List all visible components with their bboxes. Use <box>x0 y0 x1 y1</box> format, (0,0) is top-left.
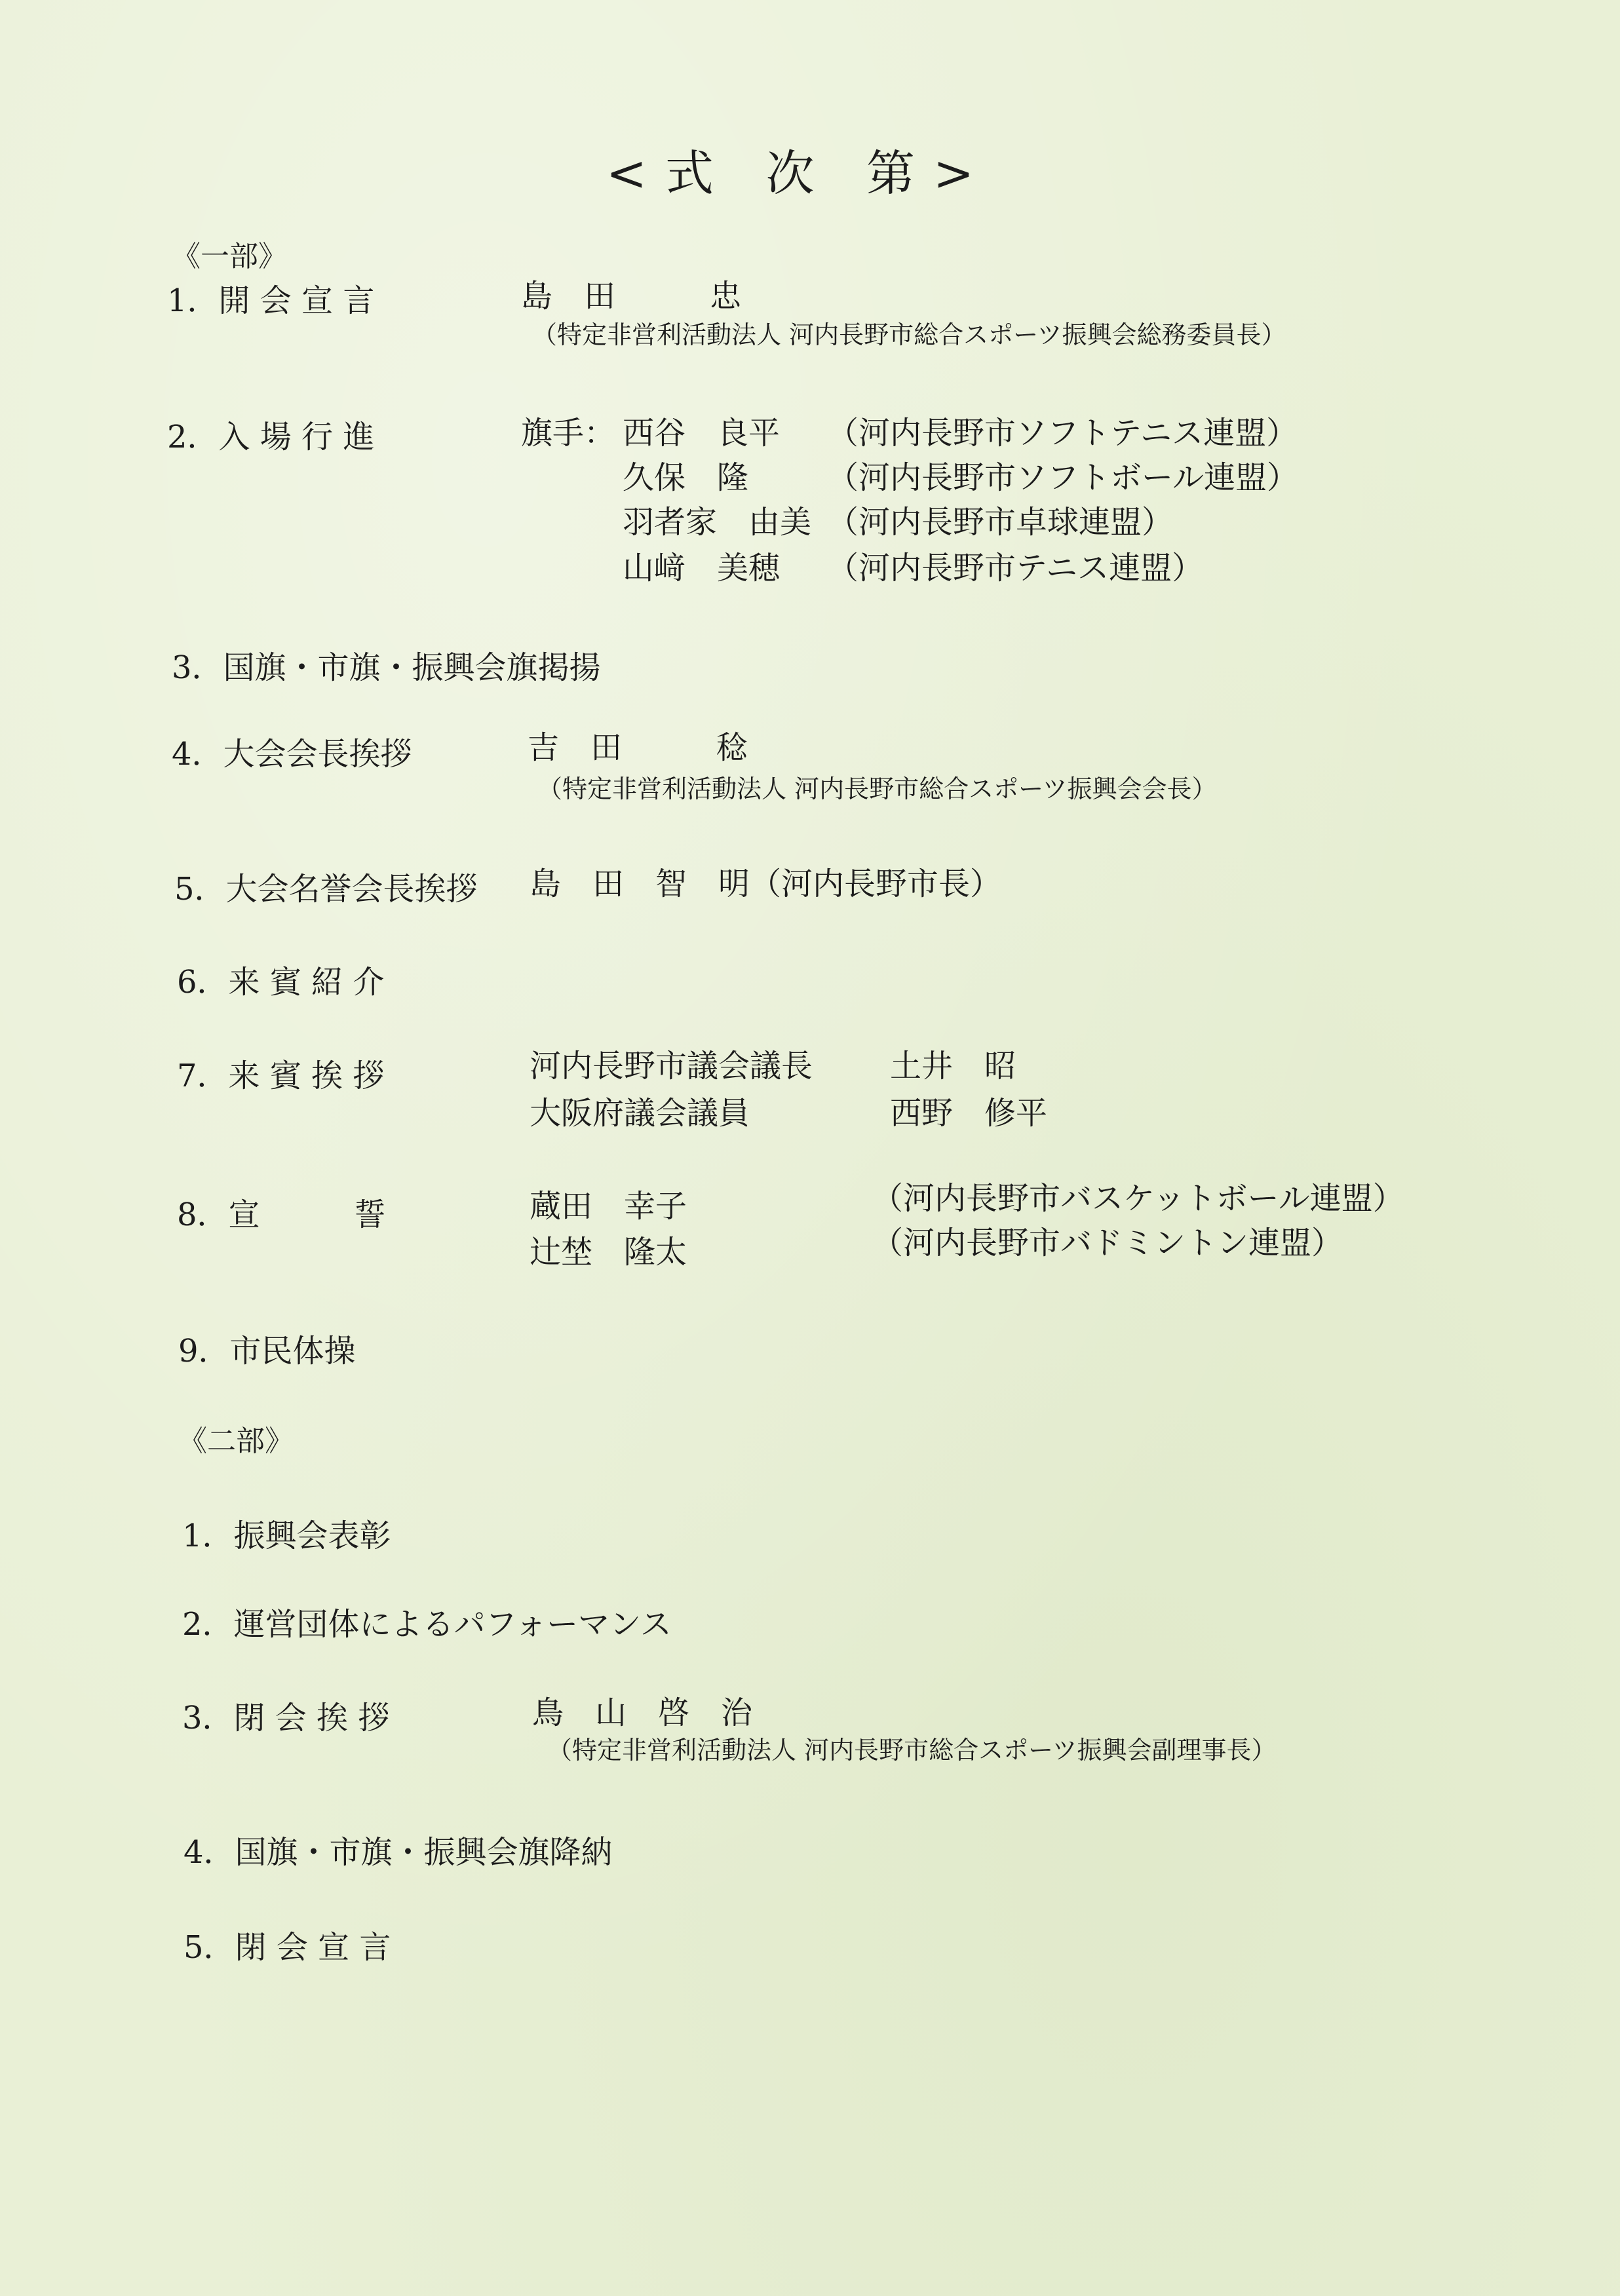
oath-org: （河内長野市バドミントン連盟） <box>872 1225 1343 1261</box>
flag-bearer-org: （河内長野市ソフトボール連盟） <box>827 459 1299 496</box>
flag-bearer-name: 久保 隆 <box>623 459 749 496</box>
flag-bearer-org: （河内長野市卓球連盟） <box>827 504 1174 541</box>
p2-item3-person: 鳥 山 啓 治 <box>532 1694 753 1731</box>
p1-item4-label: 4．大会会長挨拶 <box>172 736 412 773</box>
p2-item5-label: 5．閉 会 宣 言 <box>183 1929 391 1966</box>
p1-item6-label: 6．来 賓 紹 介 <box>177 964 385 1001</box>
flag-bearer-org: （河内長野市ソフトテニス連盟） <box>827 415 1298 451</box>
p1-item9-label: 9．市民体操 <box>178 1333 356 1369</box>
guest-role: 大阪府議会議員 <box>530 1095 750 1132</box>
guest-role: 河内長野市議会議長 <box>530 1048 813 1084</box>
p2-item3-label: 3．閉 会 挨 拶 <box>182 1700 390 1736</box>
part2-heading: 《二部》 <box>178 1425 294 1458</box>
part1-heading: 《一部》 <box>172 240 287 273</box>
p1-item5-person: 島 田 智 明（河内長野市長） <box>530 866 1002 902</box>
p1-item5-label: 5．大会名誉会長挨拶 <box>174 871 478 908</box>
p2-item4-label: 4．国旗・市旗・振興会旗降納 <box>183 1834 613 1871</box>
guest-name: 土井 昭 <box>890 1048 1016 1084</box>
p1-item1-person: 島 田 忠 <box>521 278 742 315</box>
p1-item4-person: 吉 田 稔 <box>528 729 748 766</box>
p2-item1-label: 1．振興会表彰 <box>182 1518 391 1554</box>
guest-name: 西野 修平 <box>890 1095 1048 1132</box>
p2-item3-note: （特定非営利活動法人 河内長野市総合スポーツ振興会副理事長） <box>547 1736 1277 1765</box>
flag-bearer-name: 西谷 良平 <box>623 415 781 451</box>
p1-item7-label: 7．来 賓 挨 拶 <box>177 1058 385 1094</box>
p1-item1-label: 1．開 会 宣 言 <box>167 282 375 319</box>
oath-org: （河内長野市バスケットボール連盟） <box>872 1180 1404 1217</box>
flag-bearer-name: 羽者家 由美 <box>623 504 812 541</box>
oath-name: 蔵田 幸子 <box>530 1188 687 1225</box>
p1-item2-flag-prefix: 旗手： <box>521 415 616 451</box>
page-title: <式 次 第> <box>606 145 993 202</box>
flag-bearer-org: （河内長野市テニス連盟） <box>827 550 1204 586</box>
p1-item1-note: （特定非営利活動法人 河内長野市総合スポーツ振興会総務委員長） <box>532 320 1286 349</box>
p1-item4-note: （特定非営利活動法人 河内長野市総合スポーツ振興会会長） <box>537 775 1217 803</box>
p1-item8-label: 8．宣 誓 <box>177 1196 386 1233</box>
p2-item2-label: 2．運営団体によるパフォーマンス <box>182 1606 672 1643</box>
p1-item2-label: 2．入 場 行 進 <box>167 419 375 455</box>
flag-bearer-name: 山﨑 美穂 <box>623 550 781 586</box>
oath-name: 辻埜 隆太 <box>530 1234 687 1271</box>
p1-item3-label: 3．国旗・市旗・振興会旗掲揚 <box>172 649 601 686</box>
